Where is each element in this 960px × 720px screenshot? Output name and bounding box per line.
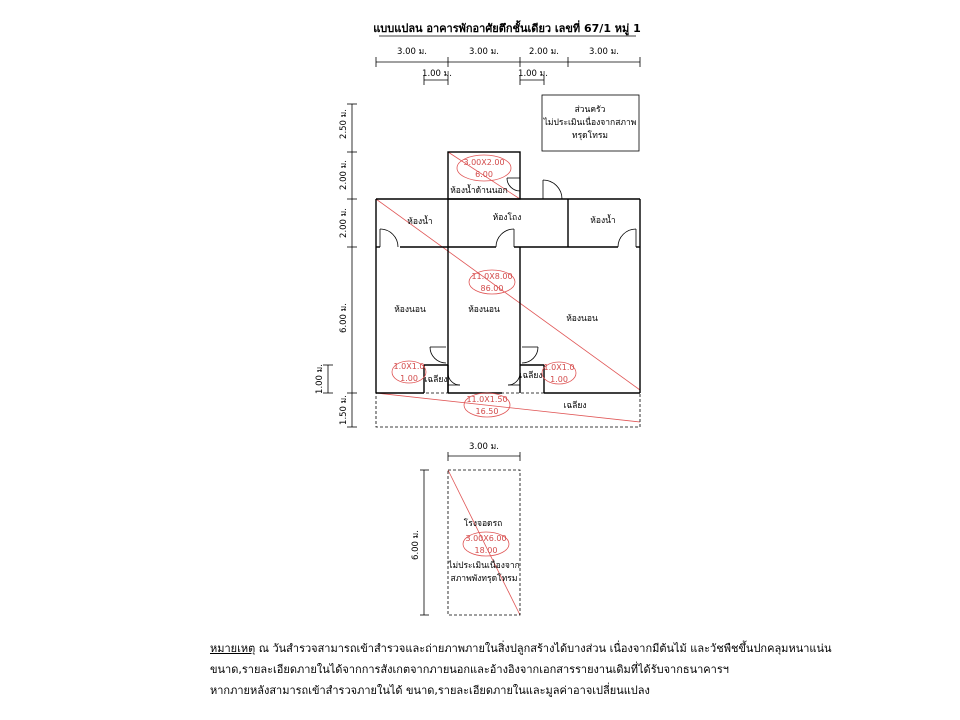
top-dimension-line xyxy=(376,57,640,67)
svg-text:1.0X1.0: 1.0X1.0 xyxy=(393,362,425,371)
area-tag-garage xyxy=(463,532,509,556)
door-outer-bath xyxy=(507,178,520,191)
svg-text:16.50: 16.50 xyxy=(475,407,499,416)
kitchen-note-line1: ส่วนครัว xyxy=(574,105,606,115)
area-tag-main xyxy=(469,270,515,294)
room-bathroom-right: ห้องน้ำ xyxy=(590,216,616,226)
left-dim-4: 6.00 ม. xyxy=(339,303,349,333)
door-bath-right xyxy=(618,229,636,247)
svg-text:1.00: 1.00 xyxy=(550,375,568,384)
svg-text:1.00: 1.00 xyxy=(400,374,418,383)
svg-text:3.00X2.00: 3.00X2.00 xyxy=(463,158,505,167)
top-dim-2: 3.00 ม. xyxy=(469,47,499,57)
room-porch-middle: เฉลียง xyxy=(519,371,543,381)
porch-diagonal xyxy=(376,393,640,422)
left-dim-1: 2.50 ม. xyxy=(339,109,349,139)
room-porch-left: เฉลียง xyxy=(424,375,448,385)
top-dim-3: 2.00 ม. xyxy=(529,47,559,57)
area-tag-porch-left xyxy=(392,361,426,383)
garage-width-dimension xyxy=(448,452,520,461)
left-dim-2: 2.00 ม. xyxy=(339,160,349,190)
sub-dim-left: 1.00 ม. xyxy=(422,69,452,79)
garage-width-dim: 3.00 ม. xyxy=(469,442,499,452)
svg-text:11.0X8.00: 11.0X8.00 xyxy=(471,272,513,281)
room-bedroom-middle: ห้องนอน xyxy=(468,305,500,315)
area-tag-porch-right xyxy=(542,362,576,384)
remarks-line-3: หากภายหลังสามารถเข้าสำรวจภายในได้ ขนาด,รายละเอียดภายในและมูลค่าอาจเปลี่ยนแปลง xyxy=(210,684,650,697)
top-dim-1: 3.00 ม. xyxy=(397,47,427,57)
area-tag-outer-bath xyxy=(457,155,511,181)
svg-text:86.00: 86.00 xyxy=(480,284,504,293)
garage-height-dim: 6.00 ม. xyxy=(411,530,421,560)
room-bedroom-right: ห้องนอน xyxy=(566,314,598,324)
garage-label: โรงจอดรถ xyxy=(463,519,503,529)
left-dim-5: 1.00 ม. xyxy=(315,364,325,394)
left-dim-3: 2.00 ม. xyxy=(339,208,349,238)
door-bath-left xyxy=(380,229,398,247)
remarks-line-2: ขนาด,รายละเอียดภายในได้จากการสังเกตจากภายนอกและอ้างอิงจากเอกสารรายงานเดิมที่ได้รับจากธนาคารฯ xyxy=(210,663,729,676)
room-outer-bathroom: ห้องน้ำด้านนอก xyxy=(450,186,508,196)
door-hall-entry xyxy=(543,180,562,199)
garage-note-line1: ไม่ประเมินเนื่องจาก xyxy=(448,561,520,571)
remarks xyxy=(210,638,930,701)
plan-title: แบบแปลน อาคารพักอาศัยตึกชั้นเดียว เลขที่ 67/1 หมู่ 1 xyxy=(373,22,641,35)
remarks-heading: หมายเหตุ xyxy=(210,642,256,655)
svg-text:6.00: 6.00 xyxy=(475,170,493,179)
room-hall: ห้องโถง xyxy=(492,213,522,223)
room-bathroom-left: ห้องน้ำ xyxy=(407,217,433,227)
kitchen-note-line2: ไม่ประเมินเนื่องจากสภาพ xyxy=(543,118,637,128)
svg-text:18.00: 18.00 xyxy=(474,546,498,555)
remarks-line-1-text: ณ วันสำรวจสามารถเข้าสำรวจและถ่ายภาพภายในสิ่งปลูกสร้างได้บางส่วน เนื่องจากมีต้นไม้ และวัชพืชขึ้นปกคลุมหนาแน่น xyxy=(255,642,832,655)
svg-text:1.0X1.0: 1.0X1.0 xyxy=(543,363,575,372)
svg-text:3.00X6.00: 3.00X6.00 xyxy=(465,534,507,543)
svg-text:11.0X1.50: 11.0X1.50 xyxy=(466,395,508,404)
door-hall-bedroom xyxy=(496,229,514,247)
room-bedroom-left: ห้องนอน xyxy=(394,305,426,315)
left-dim-6: 1.50 ม. xyxy=(339,395,349,425)
sub-dim-right: 1.00 ม. xyxy=(518,69,548,79)
left-dimension-line xyxy=(323,104,357,427)
garage-height-dimension xyxy=(420,470,429,615)
kitchen-note-line3: ทรุดโทรม xyxy=(571,131,609,141)
remarks-line-1 xyxy=(210,638,930,659)
room-porch-bottom: เฉลียง xyxy=(563,401,587,411)
top-dim-4: 3.00 ม. xyxy=(589,47,619,57)
garage-note-line2: สภาพพังทรุดโทรม xyxy=(450,574,518,584)
